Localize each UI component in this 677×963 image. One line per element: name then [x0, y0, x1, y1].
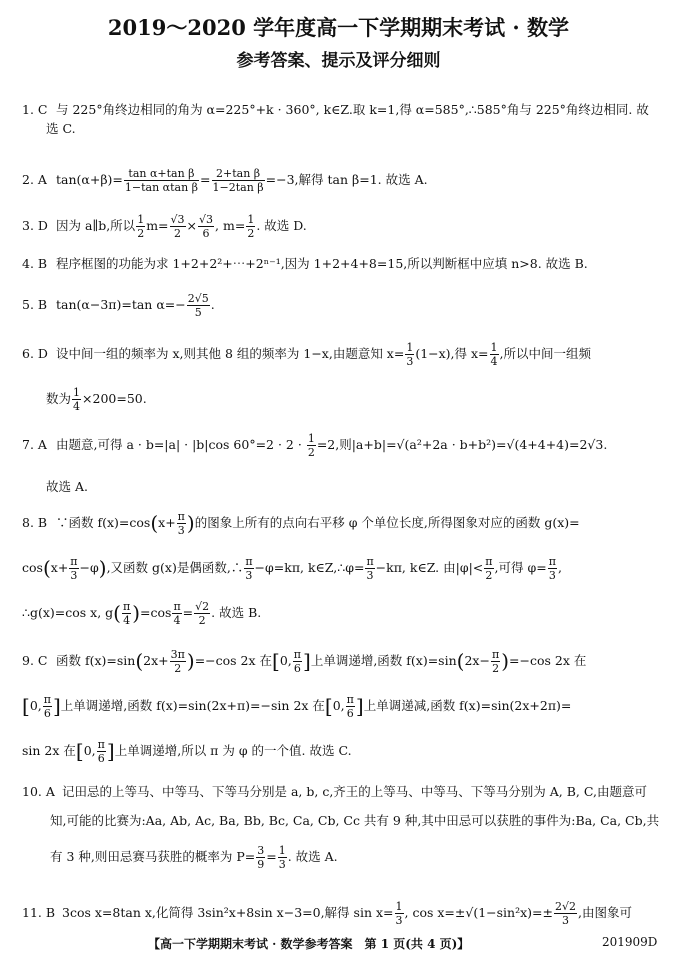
answer-number: 3. D	[22, 218, 48, 233]
fraction: $\frac{\text{2+tan β}}{\text{1−2tan β}}$	[212, 167, 264, 194]
answer-number: 7. A	[22, 437, 47, 452]
answer-11: 11. B 3cos x=8tan x,化简得 3sin²x+8sin x−3=0,解得 sin x= $\frac{1}{3}$ , cos x=±√(1−sin²x)=± $\frac{2√2}{3}$ ,由图象可	[22, 900, 632, 927]
page-title: 2019～2020 学年度高一下学期期末考试 · 数学	[107, 15, 570, 40]
fraction: $\frac{1}{2}$	[307, 432, 315, 459]
answer-number: 5. B	[22, 297, 48, 312]
fraction: $\frac{\pi}{6}$	[346, 693, 354, 720]
answer-1: 1. C 与 225°角终边相同的角为 α=225°+k · 360°, k∈Z.取 k=1,得 α=585°,∴585°角与 225°角终边相同. 故 选 C.	[22, 102, 649, 136]
answer-number: 1. C	[22, 102, 48, 117]
fraction: $\frac{\pi}{2}$	[485, 555, 493, 582]
answer-number: 6. D	[22, 346, 48, 361]
fraction: $\frac{1}{2}$	[247, 213, 255, 240]
fraction: $\frac{\pi}{2}$	[491, 648, 500, 675]
answer-number: 11. B	[22, 905, 56, 920]
fraction: $\frac{2√2}{3}$	[554, 900, 576, 927]
answer-3: 3. D 因为 a∥b,所以 $\frac{1}{2}$ m= $\frac{√3}{2}$ × $\frac{√3}{6}$ , m= $\frac{1}{2}$ . 故选 D.	[22, 213, 307, 240]
fraction: $\frac{\pi}{6}$	[43, 693, 51, 720]
answer-8: 8. B ∵函数 f(x)=cos(x+ $\frac{\pi}{3}$ )的图象上所有的点向右平移 φ 个单位长度,所得图象对应的函数 g(x)= cos(x+ $\frac{\pi}{3}$ −φ),又函数 g(x)是偶函数,∴ $\frac{\pi}{3}$ −φ=kπ, k∈Z,∴φ= $\frac{\pi}{3}$ −kπ, k∈Z. 由|φ|< $\frac{\pi}{2}$ ,可得 φ= $\frac{\pi}{3}$ , ∴g(x)=cos x, g( $\frac{\pi}{4}$ )=cos $\frac{\pi}{4}$ = $\frac{√2}{2}$ . 故选 B.	[22, 510, 580, 627]
fraction: $\frac{1}{3}$	[395, 900, 403, 927]
fraction: $\frac{√3}{2}$	[170, 213, 185, 240]
answer-9: 9. C 函数 f(x)=sin(2x+ $\frac{3\pi}{2}$ )=−cos 2x 在[0, $\frac{\pi}{6}$ ]上单调递增,函数 f(x)=sin(2x− $\frac{\pi}{2}$ )=−cos 2x 在 [0, $\frac{\pi}{6}$ ]上单调递增,函数 f(x)=sin(2x+π)=−sin 2x 在[0, $\frac{\pi}{6}$ ]上单调递减,函数 f(x)=sin(2x+2π)= sin 2x 在[0, $\frac{\pi}{6}$ ]上单调递增,所以 π 为 φ 的一个值. 故选 C.	[22, 648, 587, 765]
answer-number: 8. B	[22, 515, 48, 530]
page-subtitle: 参考答案、提示及评分细则	[236, 51, 441, 71]
answer-7: 7. A 由题意,可得 a · b=|a| · |b|cos 60°=2 · 2 · $\frac{1}{2}$ =2,则|a+b|=√(a²+2a · b+b²)=√(4+4+4)=2√3. 故选 A.	[22, 432, 608, 494]
fraction: $\frac{\pi}{6}$	[293, 648, 302, 675]
footer-text: 【高一下学期期末考试 · 数学参考答案 第 1 页(共 4 页)】	[148, 937, 470, 951]
fraction: $\frac{\pi}{3}$	[245, 555, 253, 582]
fraction: $\frac{1}{3}$	[406, 341, 414, 368]
fraction: $\frac{\pi}{3}$	[366, 555, 374, 582]
answer-6: 6. D 设中间一组的频率为 x,则其他 8 组的频率为 1−x,由题意知 x= $\frac{1}{3}$ (1−x),得 x= $\frac{1}{4}$ ,所以中间一组频 数为 $\frac{1}{4}$ ×200=50.	[22, 341, 592, 413]
answer-2: 2. A tan(α+β)= $\frac{\text{tan α+tan β}}{\text{1−tan αtan β}}$ = $\frac{\text{2+tan β}}{\text{1−2tan β}}$ =−3,解得 tan β=1. 故选 A.	[22, 167, 428, 194]
fraction: $\frac{1}{4}$	[490, 341, 498, 368]
fraction: $\frac{\text{tan α+tan β}}{\text{1−tan αtan β}}$	[124, 167, 199, 194]
document-code: 201909D	[602, 935, 658, 949]
answer-number: 10. A	[22, 784, 55, 799]
fraction: $\frac{\pi}{4}$	[122, 600, 131, 627]
answer-number: 9. C	[22, 653, 48, 668]
fraction: $\frac{1}{2}$	[137, 213, 145, 240]
fraction: $\frac{1}{4}$	[73, 386, 81, 413]
answer-number: 4. B	[22, 256, 48, 271]
fraction: $\frac{\pi}{6}$	[97, 738, 105, 765]
fraction: $\frac{\pi}{3}$	[70, 555, 78, 582]
answer-4: 4. B 程序框图的功能为求 1+2+2²+⋯+2ⁿ⁻¹,因为 1+2+4+8=15,所以判断框中应填 n>8. 故选 B.	[22, 256, 588, 271]
fraction: $\frac{√3}{6}$	[199, 213, 214, 240]
answer-5: 5. B tan(α−3π)=tan α=− $\frac{2√5}{5}$ .	[22, 292, 215, 319]
fraction: $\frac{1}{3}$	[278, 844, 286, 871]
answer-number: 2. A	[22, 172, 47, 187]
fraction: $\frac{3\pi}{2}$	[170, 648, 185, 675]
answer-10: 10. A 记田忌的上等马、中等马、下等马分别是 a, b, c,齐王的上等马、中等马、下等马分别为 A, B, C,由题意可 知,可能的比赛为:Aa, Ab, Ac, Ba, Bb, Bc, Ca, Cb, Cc 共有 9 种,其中田忌可以获胜的事件为:Ba, Ca, Cb,共 有 3 种,则田忌赛马获胜的概率为 P= $\frac{3}{9}$ = $\frac{1}{3}$ . 故选 A.	[22, 784, 660, 871]
fraction: $\frac{√2}{2}$	[195, 600, 210, 627]
fraction: $\frac{\pi}{4}$	[173, 600, 181, 627]
fraction: $\frac{\pi}{3}$	[177, 510, 185, 537]
fraction: $\frac{\pi}{3}$	[548, 555, 556, 582]
fraction: $\frac{2√5}{5}$	[187, 292, 209, 319]
fraction: $\frac{3}{9}$	[257, 844, 265, 871]
